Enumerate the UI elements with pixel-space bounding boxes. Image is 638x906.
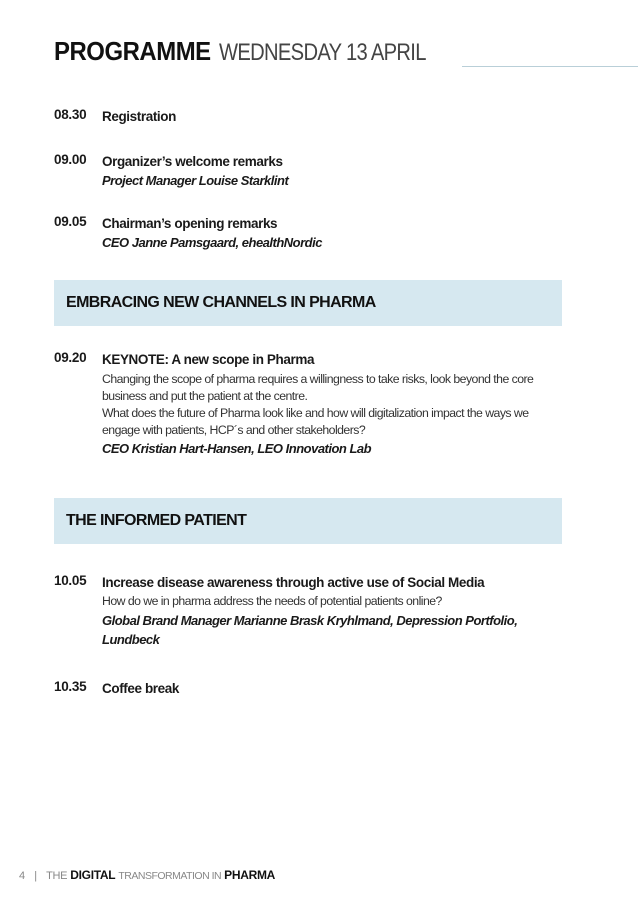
session-description: How do we in pharma address the needs of potential patients online? — [102, 594, 442, 608]
session-speaker — [102, 611, 572, 649]
session-title: Chairman’s opening remarks — [102, 216, 278, 231]
session-speaker: Project Manager Louise Starklint — [102, 173, 289, 188]
page-footer — [19, 868, 275, 882]
footer-separator: | — [34, 870, 38, 882]
session-title: Coffee break — [102, 681, 179, 696]
session-speaker: CEO Janne Pamsgaard, ehealthNordic — [102, 235, 322, 250]
footer-pharma: PHARMA — [224, 868, 276, 882]
session-title: Increase disease awareness through active use of Social Media — [102, 575, 485, 590]
session-title: KEYNOTE: A new scope in Pharma — [102, 352, 315, 367]
speaker-line: Global Brand Manager Marianne Brask Kryhlmand, Depression Portfolio, — [102, 613, 518, 628]
description-line: Changing the scope of pharma requires a willingness to take risks, look beyond the core — [102, 372, 534, 386]
section-heading: EMBRACING NEW CHANNELS IN PHARMA — [66, 294, 376, 311]
session-body — [102, 107, 572, 126]
session-title: Registration — [102, 109, 176, 124]
session-title: Organizer’s welcome remarks — [102, 154, 283, 169]
header-rule — [462, 66, 638, 67]
session-speaker: CEO Kristian Hart-Hansen, LEO Innovation Lab — [102, 441, 372, 456]
section-band-informed-patient — [54, 498, 562, 544]
description-line: business and put the patient at the centre. — [102, 389, 308, 403]
page-date: WEDNESDAY 13 APRIL — [218, 39, 426, 66]
session-description — [102, 371, 572, 439]
session-body — [102, 573, 572, 649]
footer-the: THE — [46, 870, 68, 882]
session-body — [102, 350, 572, 458]
description-line: engage with patients, HCP´s and other stakeholders? — [102, 423, 366, 437]
page-number: 4 — [19, 870, 26, 882]
description-line: What does the future of Pharma look like and how will digitalization impact the ways we — [102, 406, 529, 420]
session-time: 09.05 — [54, 214, 87, 229]
footer-transformation: TRANSFORMATION IN — [118, 870, 222, 882]
page-header — [54, 36, 465, 67]
session-time: 09.00 — [54, 152, 87, 167]
speaker-line: Lundbeck — [102, 632, 160, 647]
session-body — [102, 152, 572, 190]
footer-digital: DIGITAL — [70, 868, 116, 882]
session-time: 08.30 — [54, 107, 87, 122]
section-band-pharma-channels — [54, 280, 562, 326]
session-body — [102, 214, 572, 252]
page-title: PROGRAMME — [54, 36, 211, 66]
session-body — [102, 679, 572, 698]
session-time: 09.20 — [54, 350, 87, 365]
section-heading: THE INFORMED PATIENT — [66, 512, 247, 529]
session-time: 10.35 — [54, 679, 87, 694]
session-time: 10.05 — [54, 573, 87, 588]
